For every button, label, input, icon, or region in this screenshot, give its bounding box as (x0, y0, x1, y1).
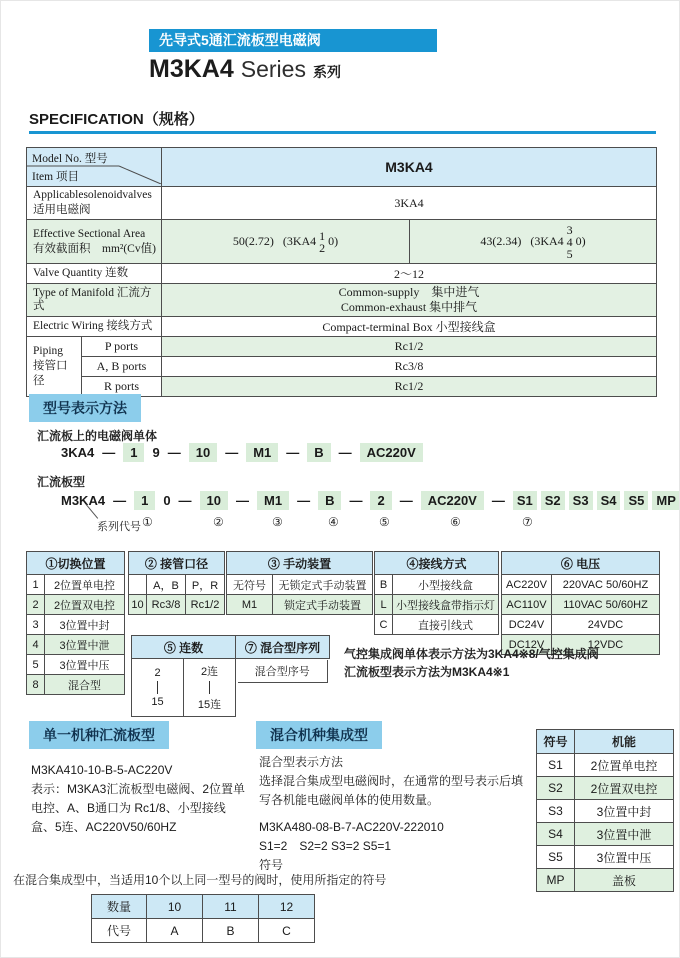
table-row (27, 284, 657, 317)
corner-label-model: Model No. 型号 (32, 153, 108, 165)
heading-rule (29, 131, 656, 134)
port-cell: R ports (82, 377, 162, 397)
marker-1: ① (142, 515, 153, 529)
mixed-type-description (259, 753, 531, 875)
piping-label-cell: Piping 接管口径 (27, 337, 82, 397)
table-header: 机能 (575, 730, 674, 754)
table-header: ④接线方式 (375, 552, 499, 575)
port-cell: P ports (82, 337, 162, 357)
series-word: Series (240, 56, 306, 82)
row-label: Type of Manifold 汇流方式 (27, 284, 162, 317)
table-header-stations: ⑤ 连数 (132, 636, 236, 659)
example-description: 表示：M3KA3汇流板型电磁阀、2位置单电控、A、B通口为 Rc1/8、小型接线盒、5连、AC220V50/60HZ (31, 782, 246, 834)
table-cell: Rc1/2 (162, 337, 657, 357)
corner-cell (27, 148, 162, 187)
table-voltage: ⑥ 电压 AC220V 220VAC 50/60HZ AC110V 110VAC 50/60HZ DC24V 24VDC DC12V 12VDC (501, 551, 660, 655)
manifold-model-label: 汇流板型 (37, 475, 86, 489)
table-row (27, 317, 657, 337)
marker-6: ⑥ (450, 515, 461, 529)
table-station-count-mixed-series: ⑤ 连数 ⑦ 混合型序列 2 15 2连 15连 混合型序号 (131, 635, 330, 717)
table-row (27, 187, 657, 220)
mixed-description: 选择混合集成型电磁阀时，在通常的型号表示后填写各机能电磁阀单体的使用数量。 (259, 774, 524, 807)
designation-heading: 型号表示方法 (29, 394, 141, 422)
table-cell: 50(2.72) (3KA4 1 2 0) (162, 220, 410, 264)
mixed-subheading: 混合型表示方法 (259, 755, 344, 769)
table-row (27, 264, 657, 284)
table-cell: 3KA4 (162, 187, 657, 220)
row-label: Valve Quantity 连数 (27, 264, 162, 284)
specification-table (26, 147, 657, 397)
table-header-mixed-series: ⑦ 混合型序列 (236, 636, 330, 659)
unit-model-line: 3KA4 — 1 9 — 10 — M1 — B — AC220V (61, 443, 423, 462)
table-row (27, 357, 657, 377)
table-header: 符号 (537, 730, 575, 754)
range-line (157, 681, 158, 694)
manifold-model-line: M3KA4 — 1 0 — 10 — M1 — B — 2 — AC220V — S1 S2 S3 S4 S5 MP (61, 491, 680, 510)
marker-2: ② (213, 515, 224, 529)
mixed-type-heading: 混合机种集成型 (256, 721, 382, 749)
table-wiring-type: ④接线方式 B 小型接线盒 L 小型接线盒带指示灯 C 直接引线式 (374, 551, 499, 635)
table-cell: Compact-terminal Box 小型接线盒 (162, 317, 657, 337)
marker-4: ④ (328, 515, 339, 529)
example-model-number: M3KA480-08-B-7-AC220V-222010 (259, 820, 444, 834)
table-cell: Rc1/2 (162, 377, 657, 397)
table-port-size: ② 接管口径 A，B P，R 10 Rc3/8 Rc1/2 (128, 551, 225, 615)
symbol-function-table: 符号 机能 S1 2位置单电控 S2 2位置双电控 S3 3位置中封 S4 3位置中泄 S5 3位置中压 MP 盖板 (536, 729, 674, 892)
range-line (209, 681, 210, 694)
marker-3: ③ (272, 515, 283, 529)
single-type-description (31, 761, 249, 837)
table-manual-device: ③ 手动装置 无符号 无锁定式手动装置 M1 锁定式手动装置 (226, 551, 373, 615)
table-cell: Common-supply 集中进气 Common-exhaust 集中排气 (162, 284, 657, 317)
mixed-series-value: 混合型序号 (238, 660, 328, 683)
table-header: ③ 手动装置 (227, 552, 373, 575)
option-tables-area (26, 547, 666, 717)
table-switch-position: ①切换位置 1 2位置单电控 2 2位置双电控 3 3位置中封 4 3位置中泄 5 3位置中压 8 混合型 (26, 551, 125, 695)
corner-label-item: Item 项目 (32, 171, 79, 183)
row-label: Effective Sectional Area 有效截面积 mm²(Cv值) (27, 220, 162, 264)
example-model-number: M3KA410-10-B-5-AC220V (31, 763, 173, 777)
model-value-cell: M3KA4 (162, 148, 657, 187)
quantity-note: 在混合集成型中，当适用10个以上同一型号的阀时，使用所指定的符号 (13, 873, 387, 887)
row-label: Applicablesolenoidvalves 适用电磁阀 (27, 187, 162, 220)
table-row (27, 148, 657, 187)
unit-model-label: 汇流板上的电磁阀单体 (37, 429, 158, 443)
row-label: Electric Wiring 接线方式 (27, 317, 162, 337)
single-type-heading: 单一机种汇流板型 (29, 721, 169, 749)
marker-5: ⑤ (379, 515, 390, 529)
pneumatic-note: 气控集成阀单体表示方法为3KA4※8/气控集成阀 汇流板型表示方法为M3KA4※1 (344, 647, 599, 679)
table-cell: 2～12 (162, 264, 657, 284)
table-row (27, 220, 657, 264)
specification-heading: SPECIFICATION（规格） (29, 111, 204, 128)
quantity-code-table: 数量 10 11 12 代号 A B C (91, 894, 315, 943)
table-cell: 43(2.34) (3KA4 3 4 5 0) (410, 220, 657, 264)
port-cell: A, B ports (82, 357, 162, 377)
page-title (149, 55, 341, 84)
series-word-cn: 系列 (312, 64, 341, 80)
marker-7: ⑦ (522, 515, 533, 529)
table-header: ② 接管口径 (129, 552, 225, 575)
series-code-label: 系列代号 (97, 521, 141, 533)
mixed-codes: S1=2 S2=2 S3=2 S5=1 (259, 839, 392, 853)
product-category-banner: 先导式5通汇流板型电磁阀 (149, 29, 437, 52)
series-model-title: M3KA4 (149, 55, 234, 83)
table-cell: Rc3/8 (162, 357, 657, 377)
table-row (27, 337, 657, 357)
mixed-codes-label: 符号 (259, 858, 284, 872)
table-header: ⑥ 电压 (502, 552, 660, 575)
table-header: ①切换位置 (27, 552, 125, 575)
